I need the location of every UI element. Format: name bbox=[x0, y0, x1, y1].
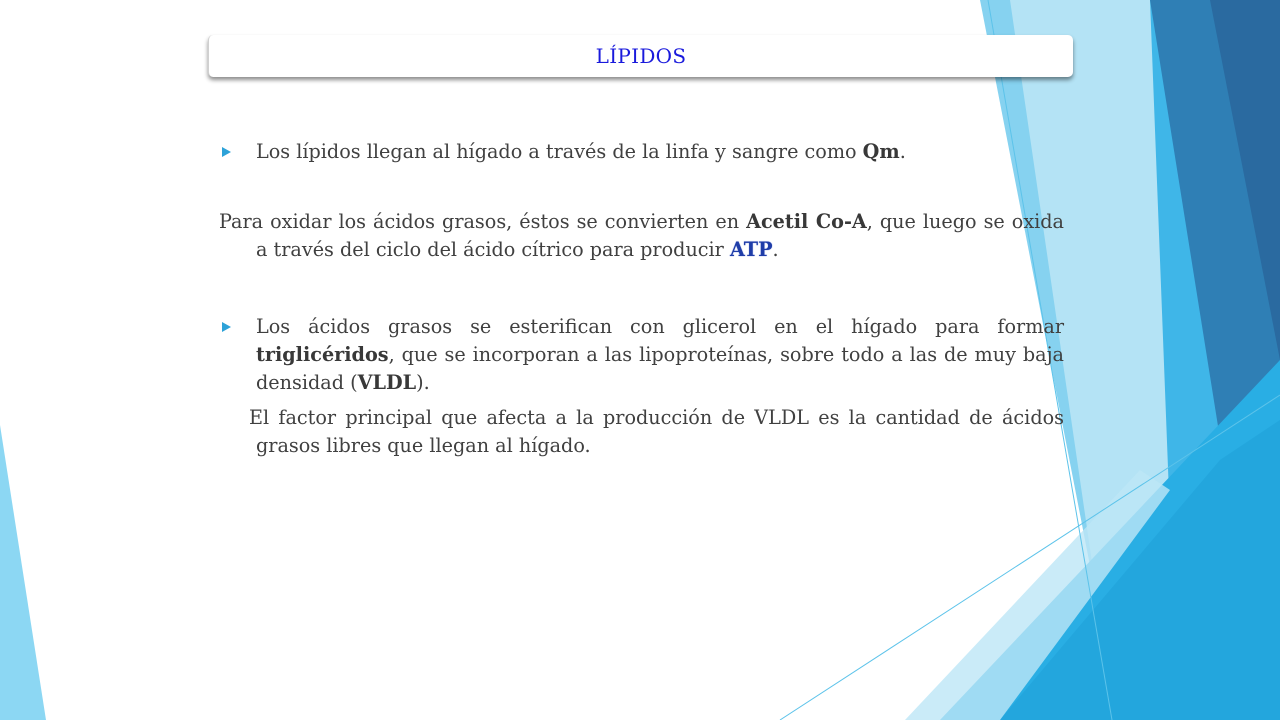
text: Para oxidar los ácidos grasos, éstos se convierten en bbox=[219, 210, 747, 233]
text: Los lípidos llegan al hígado a través de la linfa y sangre como bbox=[256, 140, 863, 163]
left-accent-shape bbox=[0, 425, 46, 720]
paragraph-4 bbox=[219, 404, 1064, 460]
arrow-bullet-icon bbox=[222, 147, 231, 157]
text: , que luego se oxida a través del ciclo del ácido cítrico para producir bbox=[256, 210, 1064, 261]
bold-term: VLDL bbox=[357, 371, 417, 394]
highlight-term: ATP bbox=[729, 238, 773, 261]
text: ). bbox=[416, 371, 430, 394]
paragraph-2 bbox=[219, 208, 1064, 264]
arrow-bullet-icon bbox=[222, 322, 231, 332]
text: . bbox=[899, 140, 906, 163]
slide-title: LÍPIDOS bbox=[595, 44, 687, 68]
bold-term: Qm bbox=[862, 140, 900, 163]
paragraph-3 bbox=[219, 313, 1064, 397]
paragraph-1 bbox=[219, 138, 1064, 166]
text: , que se incorporan a las lipoproteínas, sobre todo a las de muy baja densidad ( bbox=[256, 343, 1064, 394]
title-bar bbox=[208, 35, 1073, 77]
text: El factor principal que afecta a la producción de VLDL es la cantidad de ácidos grasos libres que llegan al hígado. bbox=[249, 406, 1064, 457]
bold-term: triglicéridos bbox=[256, 343, 389, 366]
bold-term: Acetil Co-A bbox=[746, 210, 867, 233]
text: . bbox=[772, 238, 779, 261]
text: Los ácidos grasos se esterifican con glicerol en el hígado para formar bbox=[256, 315, 1064, 338]
slide-content bbox=[219, 138, 1064, 460]
